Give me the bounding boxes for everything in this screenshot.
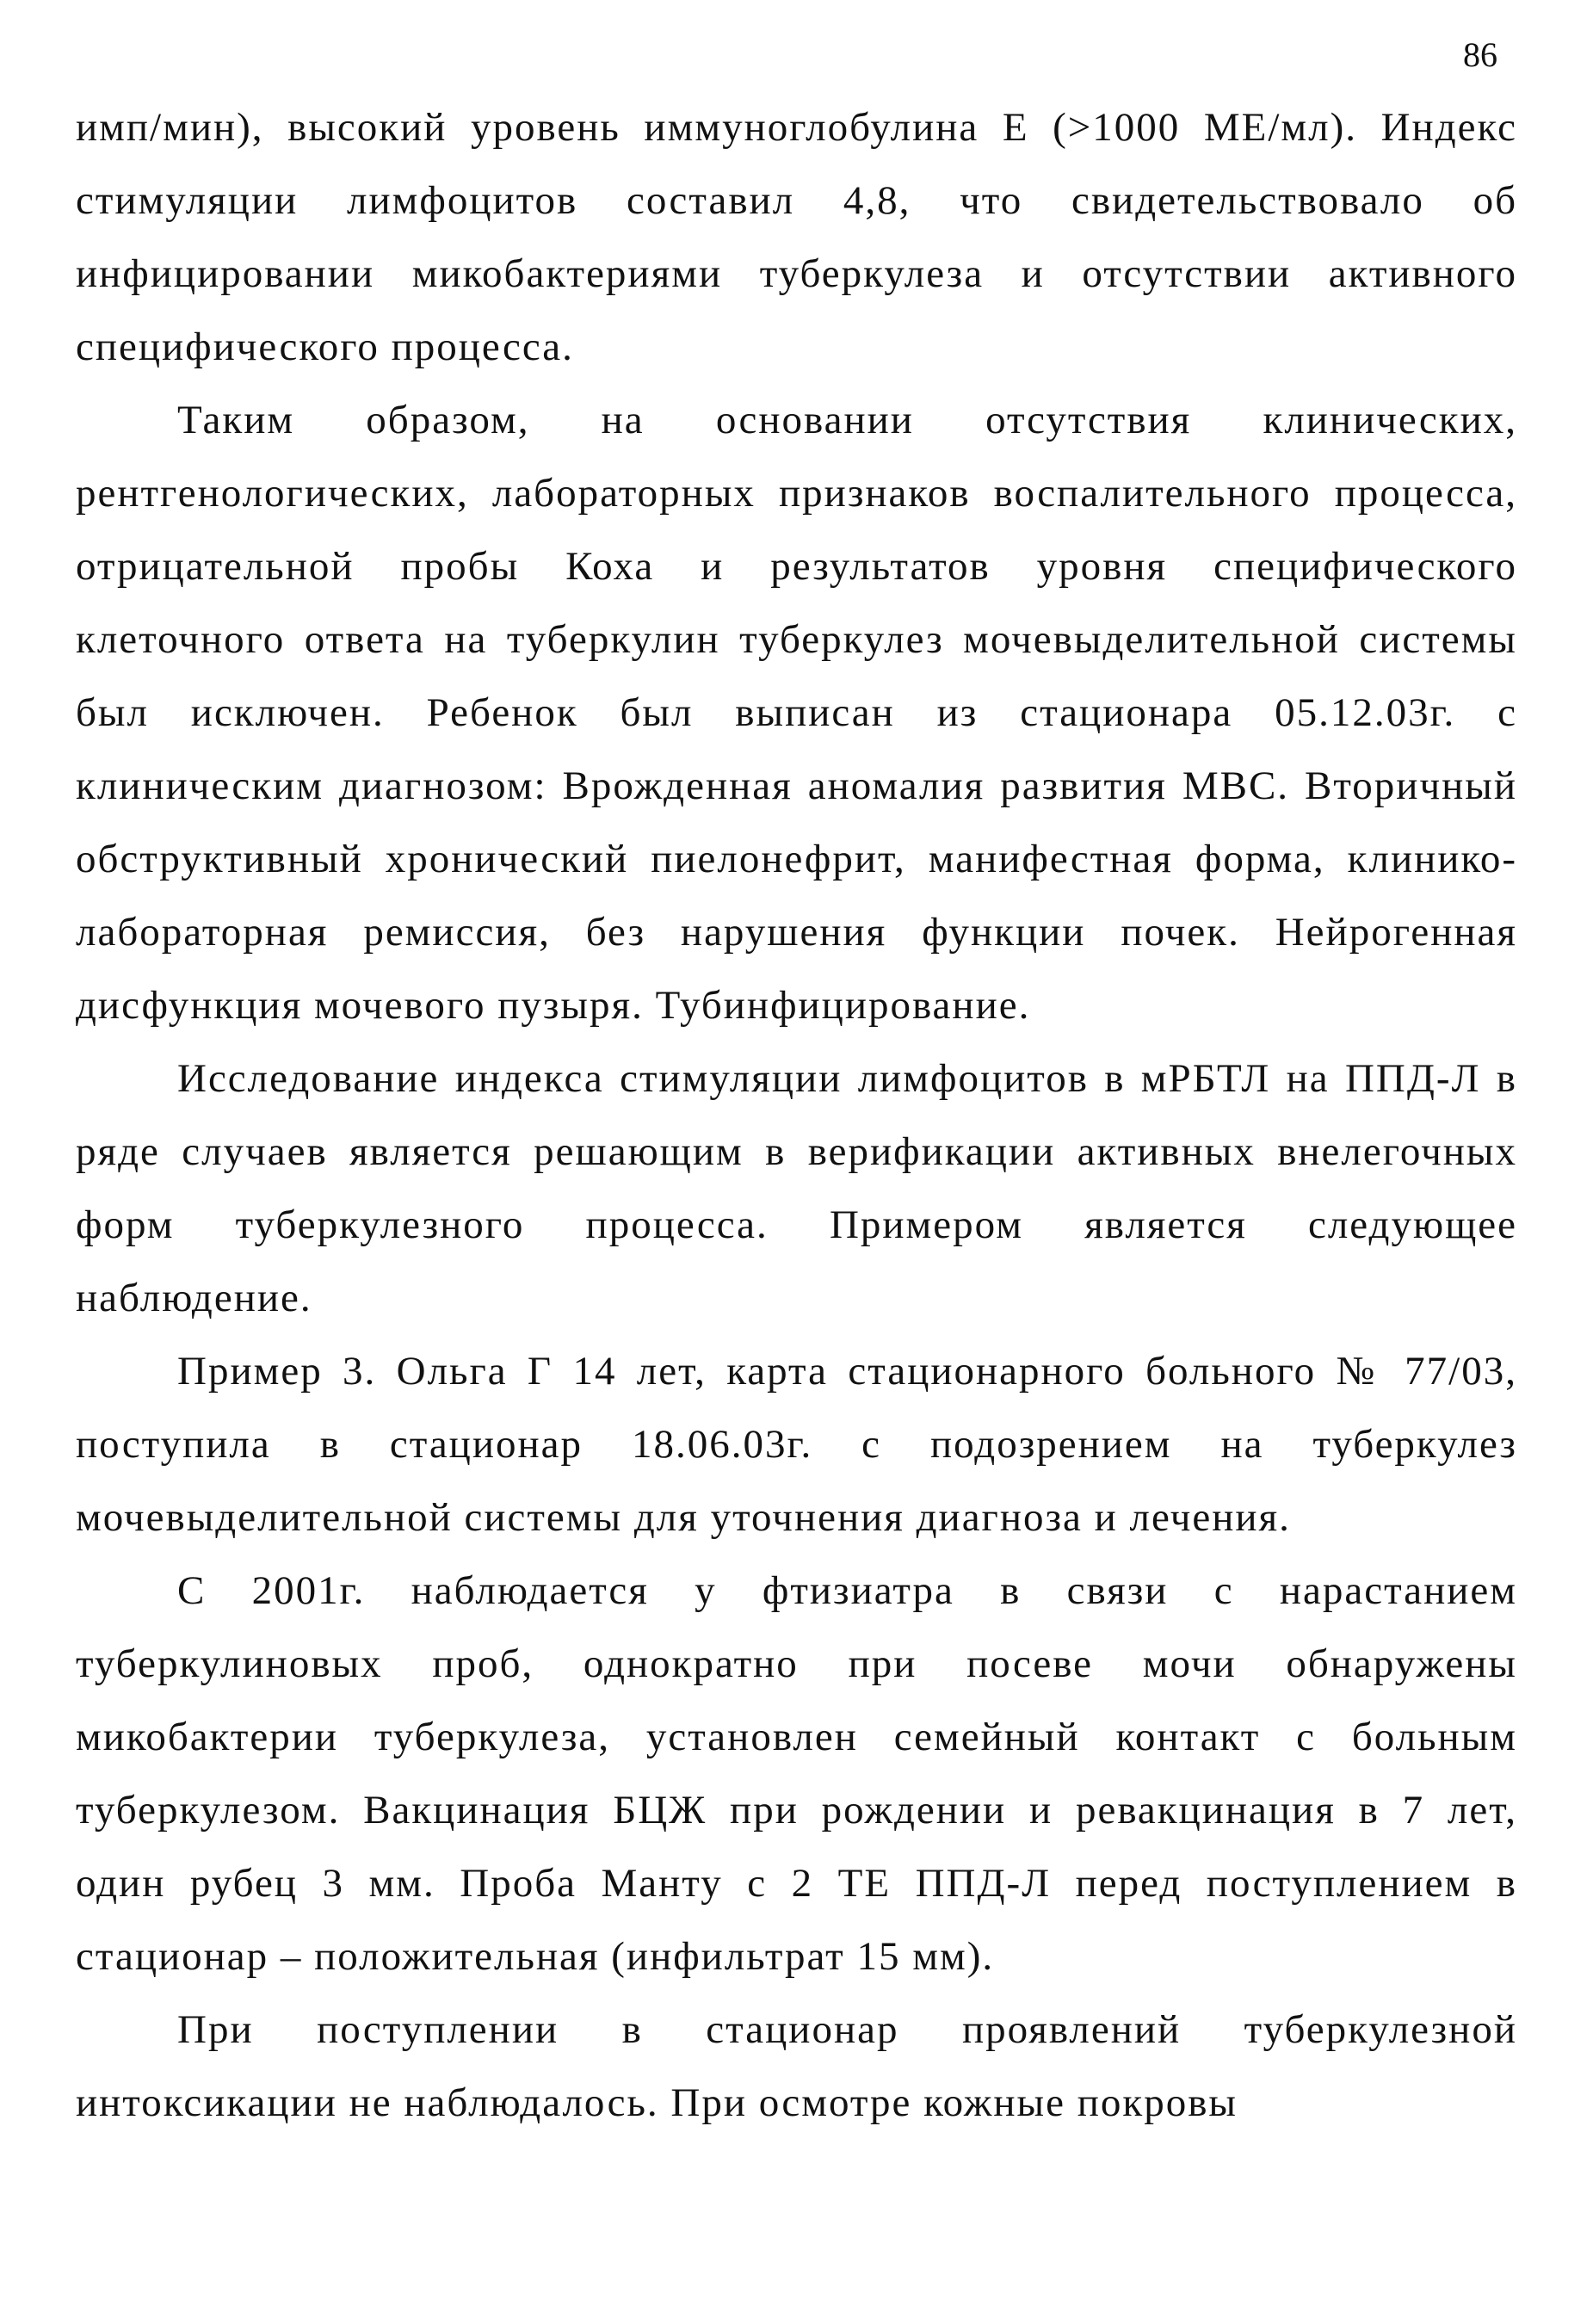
paragraph-study: Исследование индекса стимуляции лимфоцитов в мРБТЛ на ППД-Л в ряде случаев является решающим в верификации активных внелегочных форм туберкулезного процесса. Примером является следующее наблюдение. bbox=[76, 1056, 1517, 1320]
paragraph-example-3: Пример 3. Ольга Г 14 лет, карта стационарного больного № 77/03, поступила в стационар 18.06.03г. с подозрением на туберкулез мочевыделительной системы для уточнения диагноза и лечения. bbox=[76, 1349, 1517, 1540]
paragraph-admission: При поступлении в стационар проявлений туберкулезной интоксикации не наблюдалось. При осмотре кожные покровы bbox=[76, 2007, 1517, 2125]
paragraph-continuation: имп/мин), высокий уровень иммуноглобулина Е (>1000 МЕ/мл). Индекс стимуляции лимфоцитов составил 4,8, что свидетельствовало об инфицировании микобактериями туберкулеза и отсутствии активного специфического процесса. bbox=[76, 105, 1517, 369]
paragraph-history: С 2001г. наблюдается у фтизиатра в связи с нарастанием туберкулиновых проб, однократно при посеве мочи обнаружены микобактерии туберкулеза, установлен семейный контакт с больным туберкулезом. Вакцинация БЦЖ при рождении и ревакцинация в 7 лет, один рубец 3 мм. Проба Манту с 2 ТЕ ППД-Л перед поступлением в стационар – положительная (инфильтрат 15 мм). bbox=[76, 1568, 1517, 1979]
paragraph-conclusion: Таким образом, на основании отсутствия клинических, рентгенологических, лабораторных признаков воспалительного процесса, отрицательной пробы Коха и результатов уровня специфического клеточного ответа на туберкулин туберкулез мочевыделительной системы был исключен. Ребенок был выписан из стационара 05.12.03г. с клиническим диагнозом: Врожденная аномалия развития МВС. Вторичный обструктивный хронический пиелонефрит, манифестная форма, клинико-лабораторная ремиссия, без нарушения функции почек. Нейрогенная дисфункция мочевого пузыря. Тубинфицирование. bbox=[76, 398, 1517, 1028]
body-text bbox=[76, 91, 1517, 2140]
page-number: 86 bbox=[1463, 35, 1497, 74]
